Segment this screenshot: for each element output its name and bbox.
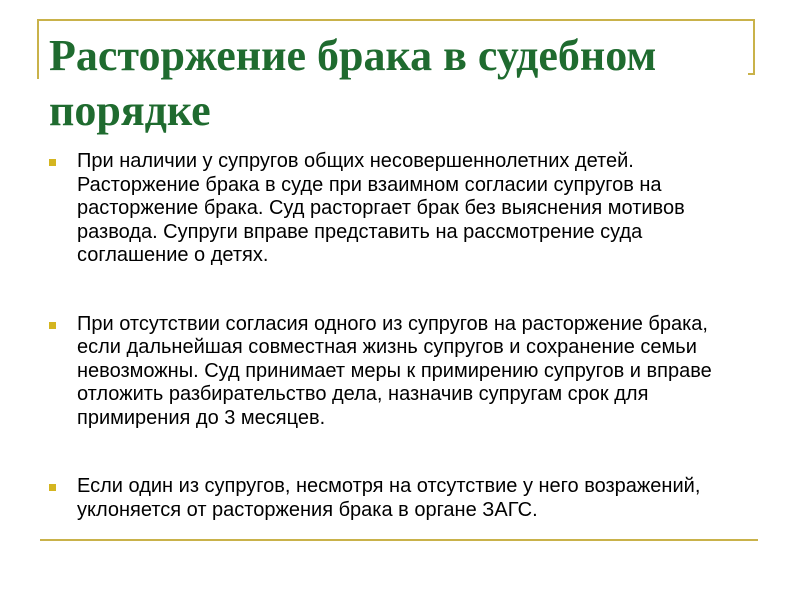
bullet-text: Если один из супругов, несмотря на отсутствие у него возражений, уклоняется от расторжения брака в органе ЗАГС. (77, 475, 701, 521)
frame-bottom-line (40, 539, 758, 541)
bullet-text: При наличии у супругов общих несовершеннолетних детей. Расторжение брака в суде при взаимном согласии супругов на расторжение брака. Суд расторгает брак без выяснения мотивов развода. Супруги вправе представить на рассмотрение суда соглашение о детях. (77, 150, 685, 266)
square-bullet-icon (49, 159, 56, 166)
frame-top-line (37, 19, 755, 21)
bullet-item (47, 313, 747, 431)
slide-title: Расторжение брака в судебном порядке (49, 31, 657, 135)
frame-left-line (37, 19, 39, 79)
bullet-list (47, 150, 747, 522)
frame-right-tick (748, 73, 755, 75)
bullet-item (47, 150, 747, 268)
square-bullet-icon (49, 484, 56, 491)
bullet-item (47, 475, 747, 522)
bullet-text: При отсутствии согласия одного из супругов на расторжение брака, если дальнейшая совместная жизнь супругов и сохранение семьи невозможны. Суд принимает меры к примирению супругов и вправе отложить разбирательство дела, назначив супругам срок для примирения до 3 месяцев. (77, 312, 712, 429)
square-bullet-icon (49, 322, 56, 329)
frame-right-line (753, 19, 755, 74)
